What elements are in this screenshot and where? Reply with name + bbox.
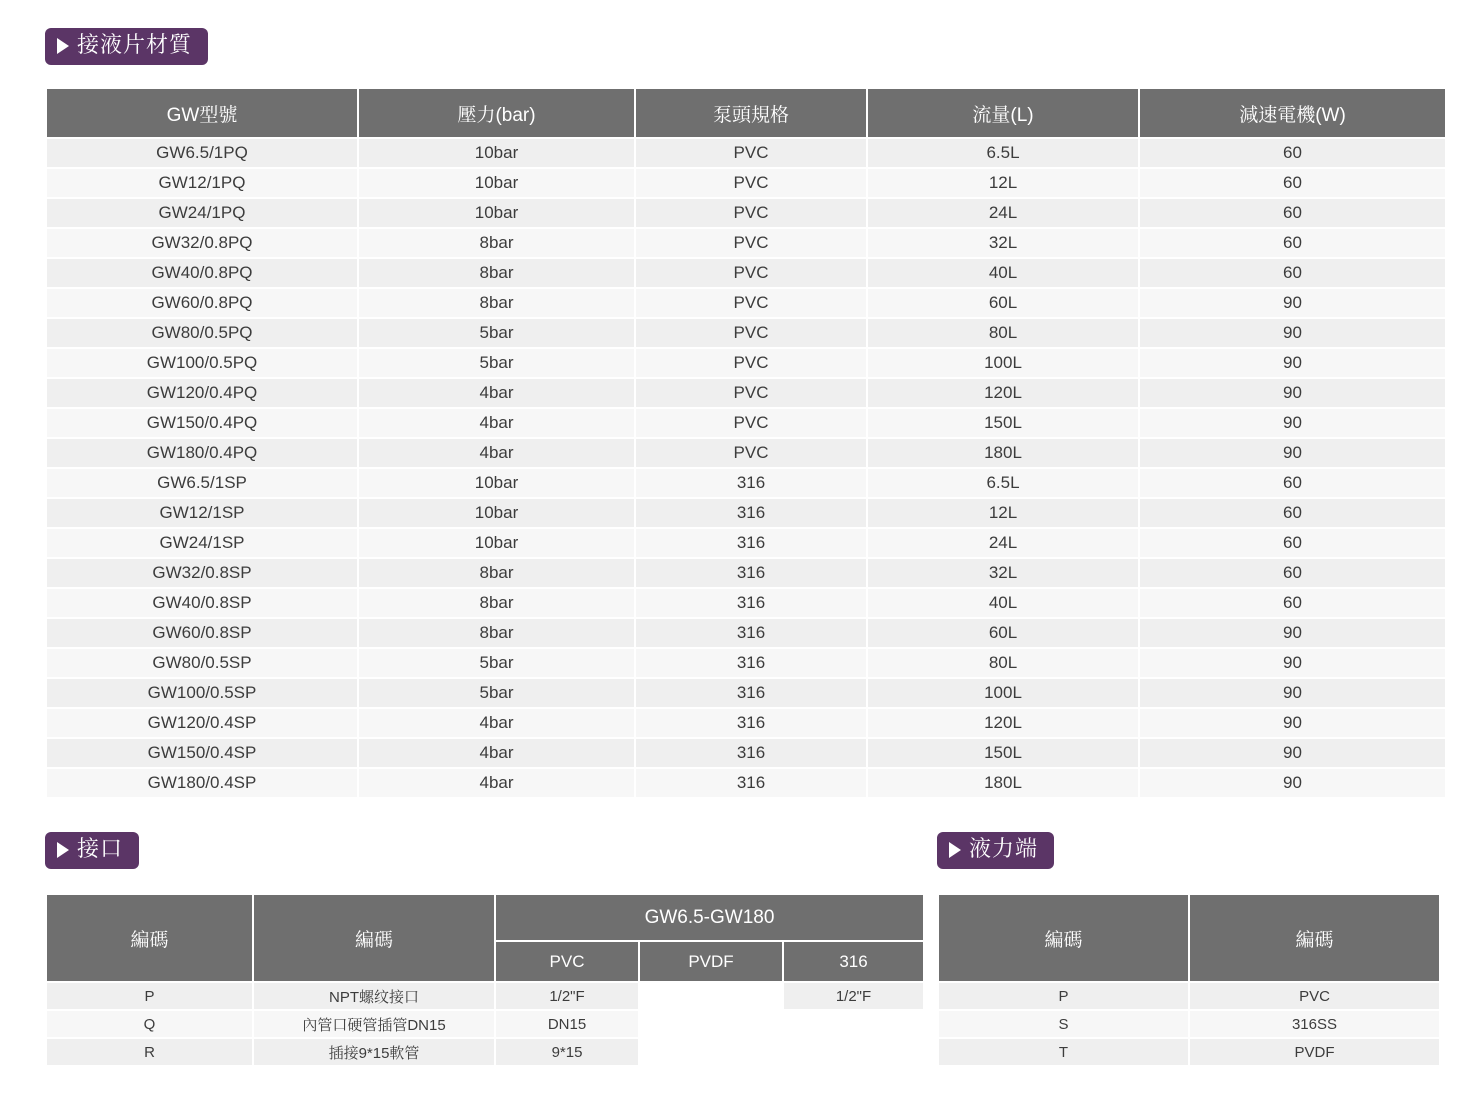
cell-material: PVDF	[1190, 1039, 1439, 1065]
cell-motor: 60	[1140, 199, 1445, 227]
cell-code: T	[939, 1039, 1188, 1065]
cell-pressure: 10bar	[359, 199, 634, 227]
cell-316	[784, 1039, 923, 1065]
spec-table-head	[47, 89, 1445, 137]
table-row	[47, 559, 1445, 587]
cell-motor: 90	[1140, 409, 1445, 437]
liquid-contact-material-section	[45, 28, 1447, 799]
cell-flow: 100L	[868, 349, 1138, 377]
table-row	[939, 983, 1439, 1009]
cell-flow: 100L	[868, 679, 1138, 707]
cell-pressure: 5bar	[359, 319, 634, 347]
cell-material: 316SS	[1190, 1011, 1439, 1037]
cell-flow: 120L	[868, 709, 1138, 737]
cell-pump-head: 316	[636, 619, 866, 647]
column-header-pressure: 壓力(bar)	[359, 89, 634, 137]
play-triangle-icon	[57, 38, 69, 54]
cell-model: GW12/1PQ	[47, 169, 357, 197]
cell-motor: 90	[1140, 619, 1445, 647]
cell-flow: 40L	[868, 259, 1138, 287]
table-row	[47, 289, 1445, 317]
cell-pump-head: 316	[636, 469, 866, 497]
spec-table	[45, 87, 1447, 799]
table-row	[47, 409, 1445, 437]
section-badge-fluid-end	[937, 832, 1054, 869]
cell-flow: 6.5L	[868, 469, 1138, 497]
cell-model: GW100/0.5PQ	[47, 349, 357, 377]
cell-motor: 90	[1140, 709, 1445, 737]
table-row	[47, 199, 1445, 227]
table-header-row	[939, 895, 1439, 981]
cell-model: GW40/0.8SP	[47, 589, 357, 617]
table-row	[47, 529, 1445, 557]
table-header-row	[47, 89, 1445, 137]
cell-model: GW6.5/1SP	[47, 469, 357, 497]
cell-pressure: 4bar	[359, 409, 634, 437]
cell-flow: 120L	[868, 379, 1138, 407]
column-header-code-2: 編碼	[1190, 895, 1439, 981]
cell-motor: 90	[1140, 319, 1445, 347]
play-triangle-icon	[949, 842, 961, 858]
column-header-code-1: 編碼	[939, 895, 1188, 981]
cell-motor: 90	[1140, 439, 1445, 467]
cell-motor: 90	[1140, 289, 1445, 317]
table-row	[47, 739, 1445, 767]
port-table	[45, 893, 925, 1067]
cell-pump-head: 316	[636, 559, 866, 587]
cell-motor: 90	[1140, 769, 1445, 797]
cell-code: R	[47, 1039, 252, 1065]
cell-flow: 80L	[868, 319, 1138, 347]
table-row	[47, 619, 1445, 647]
table-row	[47, 469, 1445, 497]
cell-pump-head: 316	[636, 529, 866, 557]
cell-code: P	[47, 983, 252, 1009]
cell-flow: 32L	[868, 559, 1138, 587]
cell-pressure: 10bar	[359, 169, 634, 197]
cell-model: GW150/0.4PQ	[47, 409, 357, 437]
table-row	[47, 649, 1445, 677]
cell-description: 內管口硬管插管DN15	[254, 1011, 494, 1037]
section-title: 接液片材質	[77, 32, 193, 57]
table-row	[47, 229, 1445, 257]
cell-pump-head: PVC	[636, 139, 866, 167]
column-header-model-range: GW6.5-GW180	[496, 895, 923, 940]
cell-motor: 90	[1140, 349, 1445, 377]
cell-pump-head: 316	[636, 589, 866, 617]
cell-pvdf	[640, 1011, 782, 1037]
cell-model: GW150/0.4SP	[47, 739, 357, 767]
cell-pump-head: PVC	[636, 259, 866, 287]
cell-pressure: 4bar	[359, 379, 634, 407]
cell-motor: 60	[1140, 559, 1445, 587]
cell-motor: 60	[1140, 229, 1445, 257]
cell-model: GW32/0.8PQ	[47, 229, 357, 257]
port-section	[45, 832, 925, 1067]
cell-316: 1/2"F	[784, 983, 923, 1009]
port-table-head	[47, 895, 923, 981]
cell-pvdf	[640, 1039, 782, 1065]
fluid-end-table	[937, 893, 1441, 1067]
cell-motor: 60	[1140, 589, 1445, 617]
table-row	[47, 139, 1445, 167]
cell-model: GW6.5/1PQ	[47, 139, 357, 167]
cell-pump-head: 316	[636, 679, 866, 707]
section-title: 接口	[77, 836, 124, 861]
cell-flow: 150L	[868, 739, 1138, 767]
column-subheader-316: 316	[784, 942, 923, 981]
cell-pressure: 10bar	[359, 499, 634, 527]
table-row	[47, 769, 1445, 797]
cell-316	[784, 1011, 923, 1037]
cell-motor: 90	[1140, 649, 1445, 677]
spec-table-body	[47, 139, 1445, 797]
table-row	[47, 679, 1445, 707]
column-subheader-pvc: PVC	[496, 942, 638, 981]
cell-pressure: 10bar	[359, 469, 634, 497]
table-row	[47, 709, 1445, 737]
cell-flow: 40L	[868, 589, 1138, 617]
cell-motor: 90	[1140, 739, 1445, 767]
cell-pvc: 9*15	[496, 1039, 638, 1065]
fluid-end-section	[937, 832, 1441, 1067]
cell-flow: 12L	[868, 169, 1138, 197]
table-row	[47, 1039, 923, 1065]
cell-pressure: 8bar	[359, 589, 634, 617]
cell-pump-head: PVC	[636, 169, 866, 197]
cell-model: GW100/0.5SP	[47, 679, 357, 707]
cell-pressure: 4bar	[359, 769, 634, 797]
cell-pressure: 8bar	[359, 619, 634, 647]
fluid-table-head	[939, 895, 1439, 981]
cell-code: Q	[47, 1011, 252, 1037]
column-header-motor: 減速電機(W)	[1140, 89, 1445, 137]
cell-pump-head: PVC	[636, 319, 866, 347]
cell-pressure: 5bar	[359, 349, 634, 377]
table-row	[47, 349, 1445, 377]
cell-material: PVC	[1190, 983, 1439, 1009]
column-header-flow: 流量(L)	[868, 89, 1138, 137]
cell-pressure: 10bar	[359, 529, 634, 557]
cell-description: NPT螺纹接口	[254, 983, 494, 1009]
play-triangle-icon	[57, 842, 69, 858]
cell-pump-head: 316	[636, 649, 866, 677]
cell-flow: 60L	[868, 619, 1138, 647]
cell-model: GW80/0.5PQ	[47, 319, 357, 347]
cell-pvc: DN15	[496, 1011, 638, 1037]
cell-flow: 180L	[868, 439, 1138, 467]
fluid-table-body	[939, 983, 1439, 1065]
cell-pressure: 4bar	[359, 439, 634, 467]
cell-pressure: 4bar	[359, 709, 634, 737]
cell-pump-head: PVC	[636, 409, 866, 437]
cell-flow: 60L	[868, 289, 1138, 317]
cell-motor: 90	[1140, 679, 1445, 707]
table-row	[47, 319, 1445, 347]
cell-flow: 12L	[868, 499, 1138, 527]
cell-pump-head: PVC	[636, 439, 866, 467]
cell-motor: 60	[1140, 139, 1445, 167]
column-header-code-1: 編碼	[47, 895, 252, 981]
cell-model: GW120/0.4SP	[47, 709, 357, 737]
cell-flow: 80L	[868, 649, 1138, 677]
cell-model: GW180/0.4PQ	[47, 439, 357, 467]
cell-flow: 6.5L	[868, 139, 1138, 167]
table-row	[47, 379, 1445, 407]
column-header-pump-head: 泵頭規格	[636, 89, 866, 137]
cell-pressure: 10bar	[359, 139, 634, 167]
table-row	[939, 1011, 1439, 1037]
table-row	[47, 439, 1445, 467]
cell-flow: 24L	[868, 529, 1138, 557]
column-header-code-2: 編碼	[254, 895, 494, 981]
table-row	[939, 1039, 1439, 1065]
cell-model: GW24/1PQ	[47, 199, 357, 227]
cell-pump-head: PVC	[636, 349, 866, 377]
cell-pressure: 5bar	[359, 679, 634, 707]
port-table-body	[47, 983, 923, 1065]
section-badge-liquid-contact-material	[45, 28, 208, 65]
table-row	[47, 259, 1445, 287]
cell-pump-head: 316	[636, 499, 866, 527]
cell-pvdf	[640, 983, 782, 1009]
cell-pump-head: PVC	[636, 199, 866, 227]
table-row	[47, 983, 923, 1009]
cell-code: P	[939, 983, 1188, 1009]
section-title: 液力端	[969, 836, 1039, 861]
cell-pump-head: PVC	[636, 229, 866, 257]
cell-code: S	[939, 1011, 1188, 1037]
cell-model: GW40/0.8PQ	[47, 259, 357, 287]
cell-pump-head: 316	[636, 769, 866, 797]
table-row	[47, 589, 1445, 617]
cell-pressure: 8bar	[359, 559, 634, 587]
cell-motor: 60	[1140, 529, 1445, 557]
cell-model: GW180/0.4SP	[47, 769, 357, 797]
cell-pump-head: PVC	[636, 379, 866, 407]
cell-flow: 180L	[868, 769, 1138, 797]
column-header-model: GW型號	[47, 89, 357, 137]
cell-model: GW60/0.8SP	[47, 619, 357, 647]
cell-model: GW24/1SP	[47, 529, 357, 557]
cell-model: GW32/0.8SP	[47, 559, 357, 587]
cell-flow: 32L	[868, 229, 1138, 257]
cell-pressure: 5bar	[359, 649, 634, 677]
cell-motor: 90	[1140, 379, 1445, 407]
cell-pressure: 4bar	[359, 739, 634, 767]
column-subheader-pvdf: PVDF	[640, 942, 782, 981]
cell-motor: 60	[1140, 469, 1445, 497]
table-row	[47, 1011, 923, 1037]
cell-model: GW60/0.8PQ	[47, 289, 357, 317]
table-row	[47, 169, 1445, 197]
cell-model: GW120/0.4PQ	[47, 379, 357, 407]
cell-model: GW80/0.5SP	[47, 649, 357, 677]
table-header-row	[47, 895, 923, 940]
cell-motor: 60	[1140, 169, 1445, 197]
cell-pump-head: 316	[636, 739, 866, 767]
cell-flow: 24L	[868, 199, 1138, 227]
cell-pressure: 8bar	[359, 259, 634, 287]
cell-pump-head: PVC	[636, 289, 866, 317]
cell-model: GW12/1SP	[47, 499, 357, 527]
table-row	[47, 499, 1445, 527]
cell-flow: 150L	[868, 409, 1138, 437]
cell-motor: 60	[1140, 259, 1445, 287]
cell-pressure: 8bar	[359, 229, 634, 257]
cell-pump-head: 316	[636, 709, 866, 737]
cell-motor: 60	[1140, 499, 1445, 527]
cell-description: 插接9*15軟管	[254, 1039, 494, 1065]
section-badge-port	[45, 832, 139, 869]
cell-pressure: 8bar	[359, 289, 634, 317]
cell-pvc: 1/2"F	[496, 983, 638, 1009]
